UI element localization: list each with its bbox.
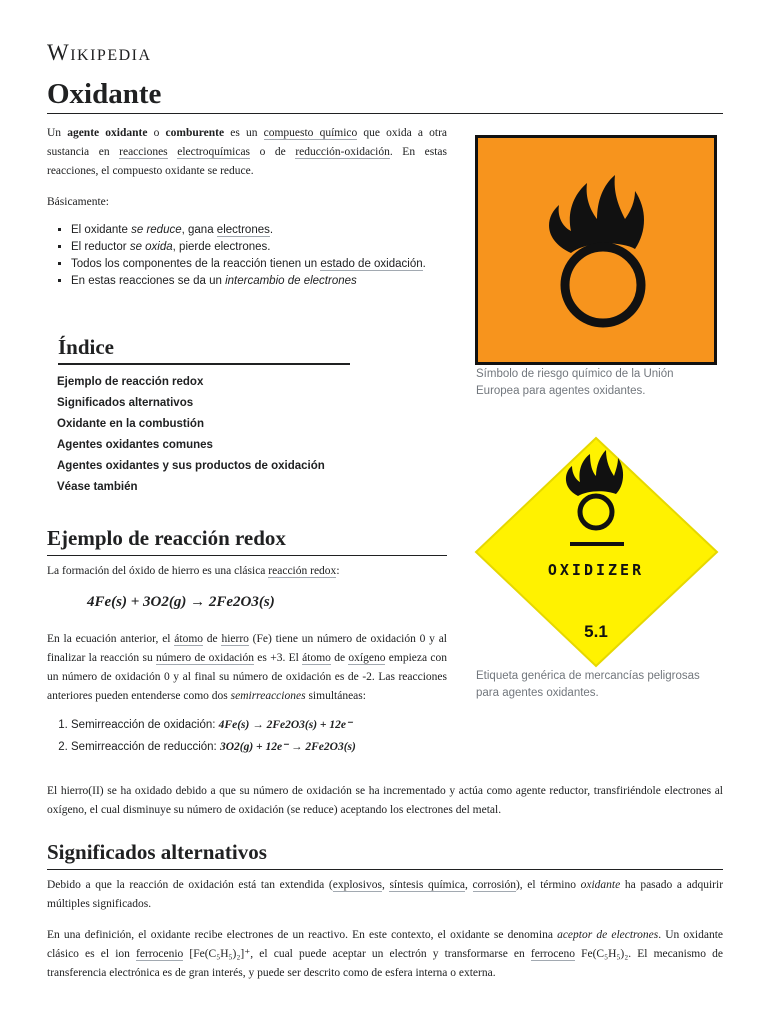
toc-item[interactable]: Oxidante en la combustión [57, 418, 204, 430]
bullet-item [71, 222, 447, 239]
italic-term: se reduce [131, 224, 182, 236]
half-reactions-list [47, 714, 447, 758]
toc-item[interactable]: Agentes oxidantes y sus productos de oxidación [57, 460, 325, 472]
inline-link[interactable]: reacciones [119, 146, 168, 158]
text-run: . [422, 258, 426, 270]
oxidizer-label-image[interactable] [474, 436, 719, 668]
text-run: [Fe(C₅H₅)₂]⁺, el cual puede aceptar un electrón y transformarse en [183, 948, 531, 960]
text-run: , gana [181, 224, 217, 236]
intro-basics: Básicamente: [47, 196, 109, 208]
inline-link[interactable]: ferroceno [530, 948, 575, 960]
toc-item[interactable]: Ejemplo de reacción redox [57, 376, 204, 388]
text-run: o de [250, 146, 296, 158]
text-run: En la ecuación anterior, el [47, 633, 175, 645]
inline-link[interactable]: átomo [302, 652, 331, 664]
alt-paragraph [47, 876, 723, 914]
text-run: Debido a que la reacción de oxidación está tan extendida ( [47, 879, 333, 891]
half-reaction-item [71, 714, 447, 736]
text-run: o [147, 127, 166, 139]
inline-link[interactable]: reacción redox [268, 565, 337, 577]
inline-link[interactable]: oxígeno [348, 652, 386, 664]
inline-link[interactable]: estado de oxidación [320, 258, 423, 270]
inline-link[interactable]: electrones [216, 224, 270, 236]
text-run: que oxida a otra sustancia en [47, 127, 448, 158]
inline-link[interactable]: reducción-oxidación [295, 146, 390, 158]
intro-paragraph [47, 124, 447, 181]
text-run: La formación del óxido de hierro es una clásica [47, 565, 269, 577]
inline-link[interactable]: número de oxidación [156, 652, 254, 664]
text-run: : [336, 565, 340, 577]
text-run: simultáneas: [305, 690, 366, 702]
italic-term: se oxida [129, 241, 173, 253]
intro-bullets [47, 222, 447, 290]
toc-item[interactable]: Agentes oxidantes comunes [57, 439, 213, 451]
text-run [168, 146, 178, 158]
italic-term: oxidante [580, 879, 621, 891]
italic-term: intercambio de electrones [225, 275, 357, 287]
eu-oxidizer-symbol-image[interactable] [475, 135, 717, 365]
italic-term: semirreacciones [230, 690, 306, 702]
toc-item[interactable]: Véase también [57, 481, 138, 493]
text-run: es un [224, 127, 264, 139]
text-run: , [465, 879, 473, 891]
text-run: ), el término [515, 879, 581, 891]
wikipedia-logo[interactable]: Wikipedia [47, 40, 152, 65]
page-title: Oxidante [47, 78, 723, 114]
text-run: . Un oxidante clásico es el ion [47, 929, 723, 960]
half-reaction-label: Semirreacción de reducción: [71, 741, 220, 753]
alt-paragraph [47, 926, 723, 983]
inline-link[interactable]: compuesto químico [263, 127, 358, 139]
text-run: . En estas reacciones, el compuesto oxidante se reduce. [47, 146, 447, 177]
half-reaction-equation: 3O2(g) + 12e⁻ → 2Fe2O3(s) [219, 741, 356, 753]
text-run: Un [47, 127, 68, 139]
italic-term: aceptor de electrones [557, 929, 659, 941]
inline-link[interactable]: síntesis química [389, 879, 465, 891]
text-run: de [330, 652, 349, 664]
text-run: El oxidante [71, 224, 132, 236]
redox-paragraph [47, 562, 447, 581]
half-reaction-equation: 4Fe(s) → 2Fe2O3(s) + 12e⁻ [218, 719, 353, 731]
toc-list [57, 372, 325, 498]
text-run: El reductor [71, 241, 130, 253]
text-run: , [381, 879, 390, 891]
toc-item[interactable]: Significados alternativos [57, 397, 194, 409]
half-reaction-item [71, 736, 447, 758]
intro-section [47, 124, 447, 290]
image-caption: Etiqueta genérica de mercancías peligrosas para agentes oxidantes. [476, 670, 700, 699]
bullet-item [71, 273, 447, 290]
text-run: En estas reacciones se da un [71, 275, 226, 287]
redox-intro [47, 562, 447, 581]
image-caption: Símbolo de riesgo químico de la Unión Europea para agentes oxidantes. [476, 368, 674, 397]
inline-link[interactable]: ferrocenio [136, 948, 184, 960]
redox-conclusion: El hierro(II) se ha oxidado debido a que su número de oxidación se ha incrementado y actúa como agente reductor, transfiriéndole electrones al oxígeno, el cual disminuye su número de oxidación (se reduce) aceptando los electrones del metal. [47, 785, 723, 816]
text-run: Fe(C₅H₅)₂. El mecanismo de transferencia electrónica es de gran interés, y puede ser descrito como de esfera interna o externa. [47, 948, 723, 979]
half-reaction-label: Semirreacción de oxidación: [71, 719, 219, 731]
text-run: , pierde electrones. [172, 241, 271, 253]
text-run: (Fe) tiene un número de oxidación 0 y al finalizar la reacción su [47, 633, 447, 664]
toc-title: Índice [58, 335, 350, 365]
section-heading-redox: Ejemplo de reacción redox [47, 526, 447, 556]
text-run: . [269, 224, 274, 236]
text-run: empieza con un número de oxidación 0 y al final su número de oxidación es de -2. Las reacciones anteriores pueden entenderse como dos [47, 652, 447, 702]
label-text: OXIDIZER [547, 561, 645, 579]
redox-equation: 4Fe(s) + 3O2(g) → 2Fe2O3(s) [87, 594, 275, 610]
text-run: ha pasado a adquirir múltiples significados. [47, 879, 724, 910]
text-run: En una definición, el oxidante recibe electrones de un reactivo. En este contexto, el oxidante se denomina [47, 929, 558, 941]
section-heading-alternatives: Significados alternativos [47, 840, 723, 870]
inline-link[interactable]: corrosión [472, 879, 516, 891]
text-run: es +3. El [254, 652, 303, 664]
inline-link[interactable]: explosivos [332, 879, 382, 891]
bullet-item [71, 256, 447, 273]
inline-link[interactable]: electroquímicas [177, 146, 251, 158]
text-run: de [203, 633, 222, 645]
bullet-item [71, 239, 447, 256]
text-run: Todos los componentes de la reacción tienen un [71, 258, 321, 270]
hazard-class-number: 5.1 [584, 622, 608, 641]
inline-link[interactable]: hierro [221, 633, 249, 645]
redox-explanation [47, 630, 447, 758]
bold-term: agente oxidante [67, 127, 148, 139]
redox-paragraph [47, 630, 447, 706]
inline-link[interactable]: átomo [174, 633, 204, 645]
bold-term: comburente [165, 127, 225, 139]
